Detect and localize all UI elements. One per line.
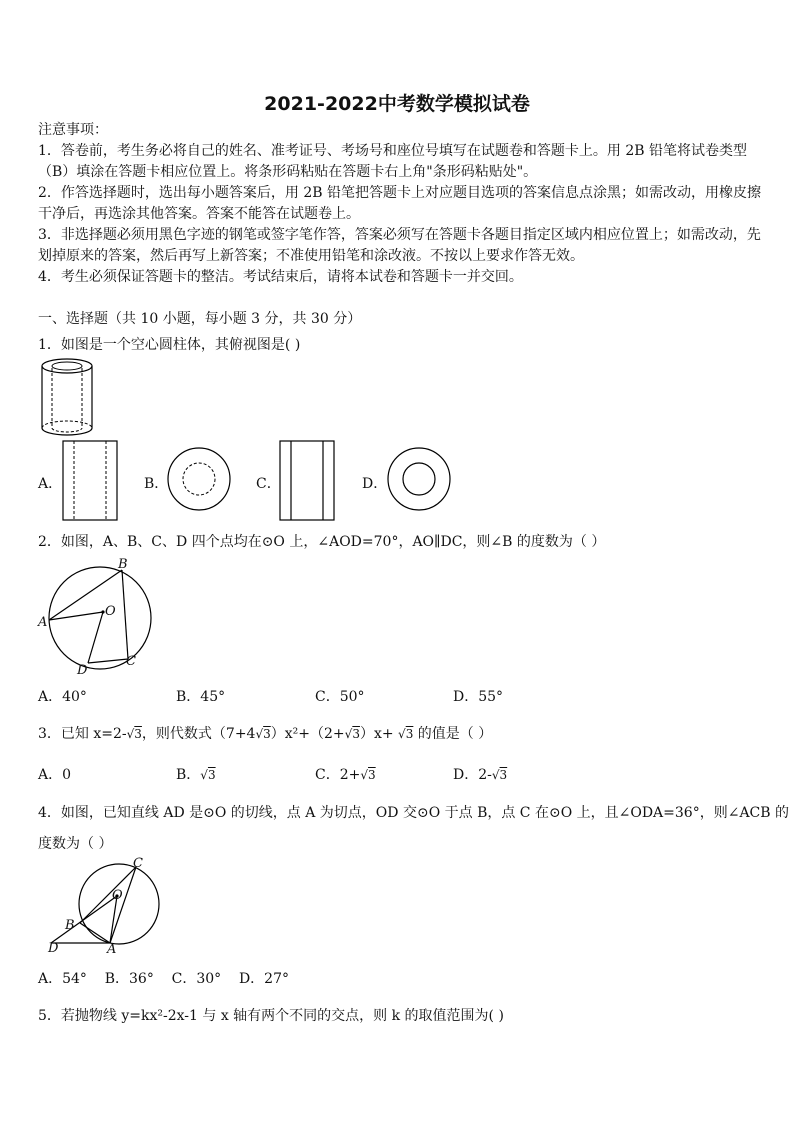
q3-prefix: 3．已知 x=2- bbox=[38, 726, 127, 742]
circle-abcd-figure bbox=[36, 556, 166, 680]
notice-line: 4．考生必须保证答题卡的整洁。考试结束后，请将本试卷和答题卡一并交回。 bbox=[38, 269, 523, 285]
option-b: B． bbox=[144, 476, 169, 492]
option-b: B．45° bbox=[176, 689, 226, 705]
question-4-line-2: 度数为（ ） bbox=[38, 836, 113, 852]
q3-mid2: ）x²+（2+ bbox=[270, 726, 345, 742]
question-1-text: 1．如图是一个空心圆柱体，其俯视图是( ) bbox=[38, 337, 301, 353]
sqrt-3: √3 bbox=[360, 768, 376, 782]
sqrt-3: √3 bbox=[344, 727, 360, 741]
q3-mid3: ）x+ bbox=[359, 726, 399, 742]
point-label-o: O bbox=[105, 604, 116, 619]
option-a: A． bbox=[38, 476, 63, 492]
option-d: D．2-√3 bbox=[453, 767, 508, 783]
point-label-d: D bbox=[48, 941, 59, 956]
option-c: C．50° bbox=[315, 689, 365, 705]
question-4-options: A．54° B．36° C．30° D．27° bbox=[38, 971, 289, 987]
point-label-a: A bbox=[107, 942, 117, 957]
question-2-text: 2．如图，A、B、C、D 四个点均在⊙O 上，∠AOD=70°，AO∥DC，则∠B 的度数为（ ） bbox=[38, 534, 606, 550]
notice-line: （B）填涂在答题卡相应位置上。将条形码粘贴在答题卡右上角"条形码粘贴处"。 bbox=[38, 164, 538, 180]
point-label-o: O bbox=[112, 888, 123, 903]
q3-suffix: 的值是（ ） bbox=[413, 726, 493, 742]
option-c-rectangle-figure bbox=[279, 440, 335, 522]
sqrt-3: √3 bbox=[491, 768, 508, 782]
point-label-b: B bbox=[118, 557, 128, 572]
option-b-circle-figure bbox=[166, 446, 232, 512]
notice-line: 1．答卷前，考生务必将自己的姓名、准考证号、考场号和座位号填写在试题卷和答题卡上。用 2B 铅笔将试卷类型 bbox=[38, 143, 747, 159]
notice-line: 3．非选择题必须用黑色字迹的钢笔或签字笔作答，答案必须写在答题卡各题目指定区域内相应位置上；如需改动，先 bbox=[38, 227, 761, 243]
notice-heading: 注意事项： bbox=[38, 122, 108, 138]
sqrt-3: √3 bbox=[398, 727, 414, 741]
point-label-b: B bbox=[65, 918, 75, 933]
point-label-c: C bbox=[133, 856, 143, 871]
option-d-circle-figure bbox=[386, 446, 452, 512]
option-b: B．√3 bbox=[176, 767, 216, 783]
option-c: C．2+√3 bbox=[315, 767, 376, 783]
option-c: C． bbox=[256, 476, 281, 492]
hollow-cylinder-figure bbox=[36, 356, 98, 442]
sqrt-3: √3 bbox=[126, 727, 142, 741]
notice-line: 2．作答选择题时，选出每小题答案后，用 2B 铅笔把答题卡上对应题目选项的答案信息点涂黑；如需改动，用橡皮擦 bbox=[38, 185, 761, 201]
sqrt-3: √3 bbox=[255, 727, 271, 741]
option-a: A．0 bbox=[38, 767, 72, 783]
question-3-text bbox=[38, 723, 492, 743]
point-label-d: D bbox=[77, 663, 88, 678]
notice-line: 干净后，再选涂其他答案。答案不能答在试题卷上。 bbox=[38, 206, 360, 222]
option-a: A．40° bbox=[38, 689, 87, 705]
q3-mid1: ，则代数式（7+4 bbox=[141, 726, 256, 742]
section-heading: 一、选择题（共 10 小题，每小题 3 分，共 30 分） bbox=[38, 311, 362, 327]
notice-line: 划掉原来的答案，然后再写上新答案；不准使用铅笔和涂改液。不按以上要求作答无效。 bbox=[38, 248, 584, 264]
option-d: D．55° bbox=[453, 689, 504, 705]
point-label-a: A bbox=[38, 615, 48, 630]
page-title: 2021-2022中考数学模拟试卷 bbox=[264, 93, 530, 115]
option-d: D． bbox=[362, 476, 388, 492]
sqrt-3: √3 bbox=[200, 768, 216, 782]
question-4-line-1: 4．如图，已知直线 AD 是⊙O 的切线，点 A 为切点，OD 交⊙O 于点 B，点 C 在⊙O 上，且∠ODA=36°，则∠ACB 的 bbox=[38, 805, 790, 821]
point-label-c: C bbox=[126, 654, 136, 669]
question-5-text: 5．若抛物线 y=kx²-2x-1 与 x 轴有两个不同的交点，则 k 的取值范围为( ) bbox=[38, 1008, 504, 1024]
option-a-rectangle-figure bbox=[62, 440, 118, 522]
